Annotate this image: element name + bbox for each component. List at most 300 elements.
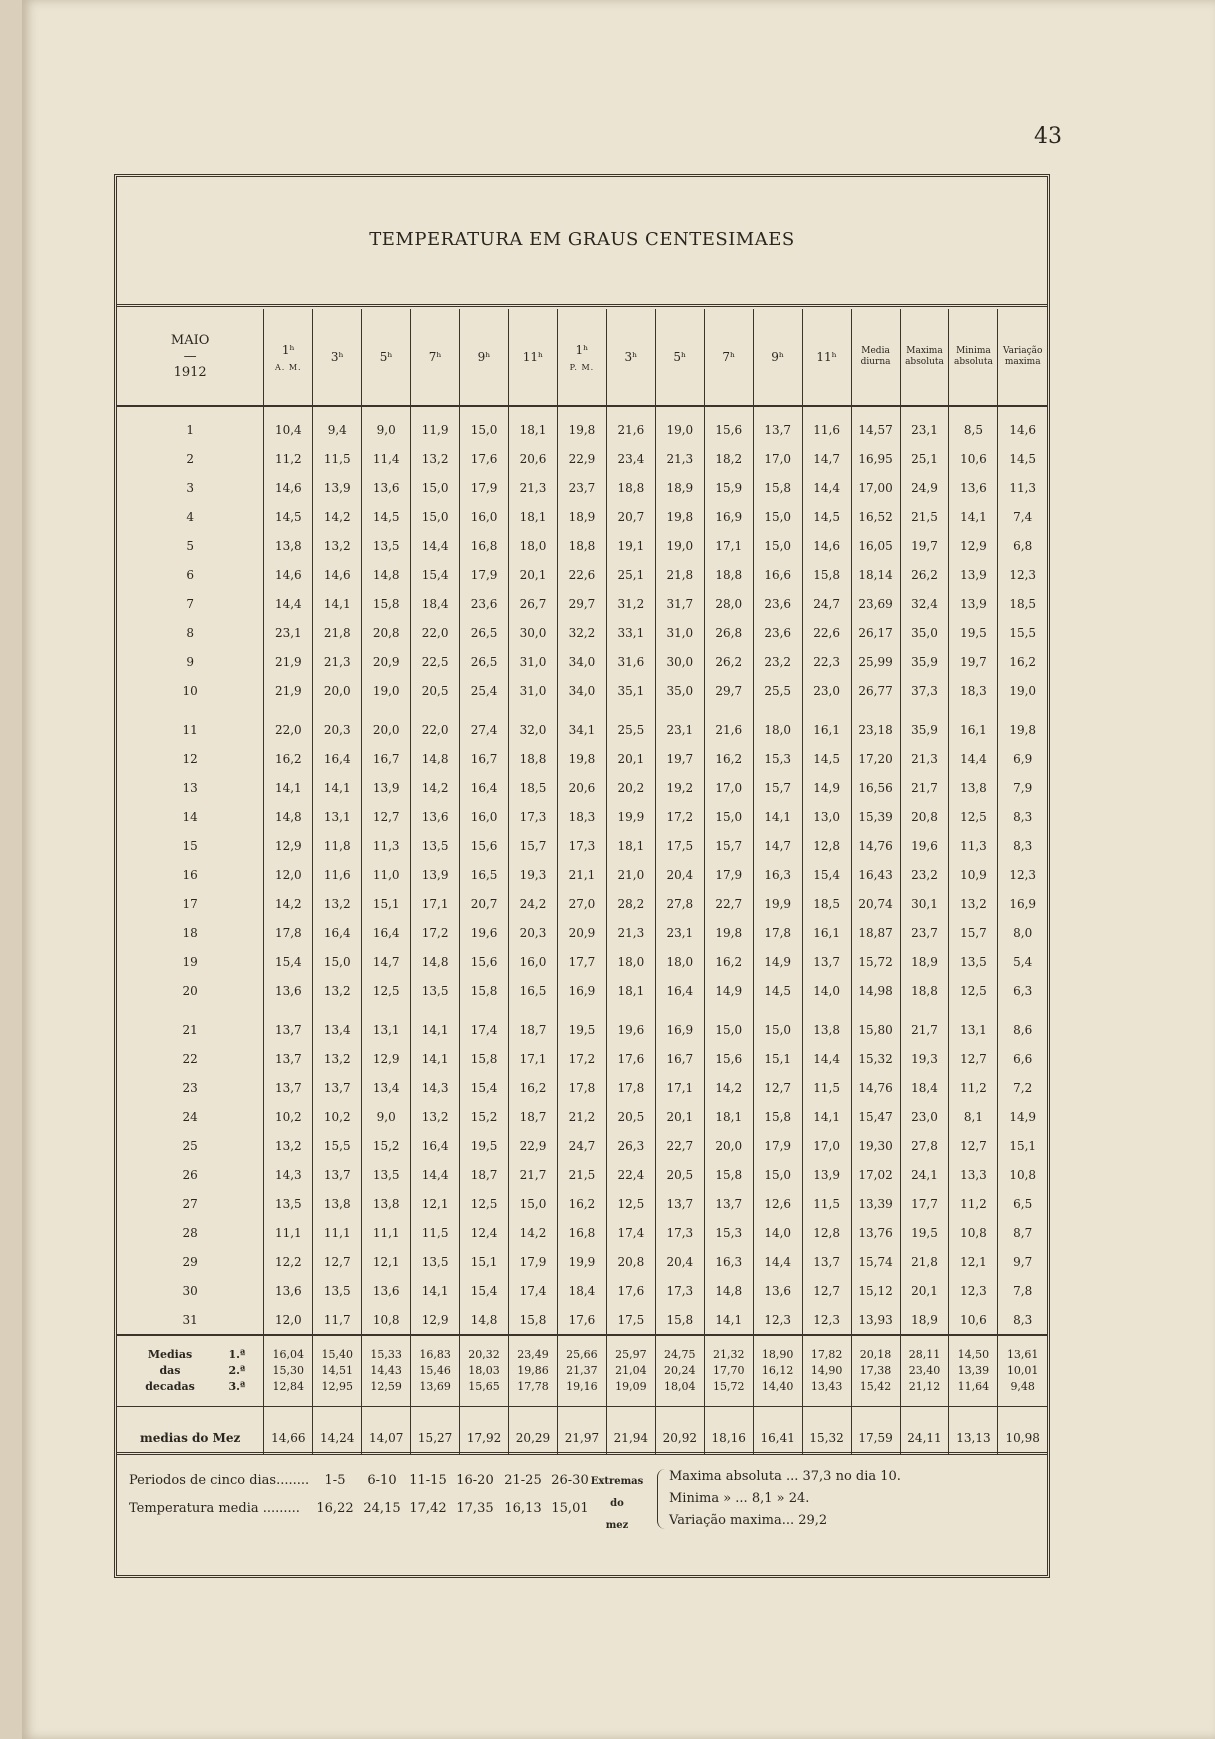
value-cell: 15,0: [411, 473, 460, 502]
value-cell: 20,4: [655, 1247, 704, 1276]
value-cell: 25,1: [900, 444, 949, 473]
value-cell: 14,5: [753, 976, 802, 1005]
value-cell: 15,4: [411, 560, 460, 589]
value-cell: 15,46: [411, 1362, 460, 1378]
value-cell: 23,0: [802, 676, 851, 705]
value-cell: 14,7: [362, 947, 411, 976]
value-cell: 13,6: [753, 1276, 802, 1305]
value-cell: 30,0: [655, 647, 704, 676]
value-cell: 15,0: [753, 531, 802, 560]
value-cell: 14,6: [264, 473, 313, 502]
value-cell: 19,9: [753, 889, 802, 918]
value-cell: 18,9: [900, 1305, 949, 1335]
decada-label: [117, 1378, 264, 1407]
hour-label: 5ʰ: [673, 350, 687, 364]
value-cell: 15,8: [460, 1044, 509, 1073]
value-cell: 18,9: [655, 473, 704, 502]
value-cell: 17,0: [802, 1131, 851, 1160]
value-cell: 13,6: [411, 802, 460, 831]
value-cell: 15,8: [509, 1305, 558, 1335]
value-cell: 18,14: [851, 560, 900, 589]
value-cell: 12,7: [362, 802, 411, 831]
table-row: [117, 618, 1047, 647]
table-row: [117, 1102, 1047, 1131]
value-cell: 14,40: [753, 1378, 802, 1407]
value-cell: 17,8: [606, 1073, 655, 1102]
value-cell: 20,29: [509, 1407, 558, 1456]
value-cell: 11,3: [998, 473, 1047, 502]
value-cell: 20,8: [606, 1247, 655, 1276]
value-cell: 19,0: [998, 676, 1047, 705]
value-cell: 15,6: [460, 947, 509, 976]
value-cell: 16,56: [851, 773, 900, 802]
value-cell: 26,7: [509, 589, 558, 618]
day-cell: 23: [182, 1080, 198, 1095]
value-cell: 14,7: [802, 444, 851, 473]
value-cell: 16,4: [655, 976, 704, 1005]
value-cell: 19,3: [900, 1044, 949, 1073]
value-cell: 27,8: [655, 889, 704, 918]
table-row: [117, 502, 1047, 531]
value-cell: 19,9: [557, 1247, 606, 1276]
value-cell: 10,9: [949, 860, 998, 889]
value-cell: 8,6: [998, 1005, 1047, 1044]
value-cell: 9,7: [998, 1247, 1047, 1276]
value-cell: 31,6: [606, 647, 655, 676]
value-cell: 20,5: [411, 676, 460, 705]
hour-period: P. M.: [569, 362, 595, 372]
table-body: [117, 406, 1047, 1455]
value-cell: 16,1: [949, 705, 998, 744]
hour-period: A. M.: [274, 362, 302, 372]
value-cell: 32,0: [509, 705, 558, 744]
value-cell: 19,09: [606, 1378, 655, 1407]
value-cell: 16,9: [998, 889, 1047, 918]
value-cell: 16,7: [655, 1044, 704, 1073]
value-cell: 20,18: [851, 1335, 900, 1362]
value-cell: 13,69: [411, 1378, 460, 1407]
value-cell: 19,5: [949, 618, 998, 647]
value-cell: 13,43: [802, 1378, 851, 1407]
day-cell: 18: [182, 925, 198, 940]
value-cell: 13,2: [313, 889, 362, 918]
value-cell: 9,4: [313, 406, 362, 444]
value-cell: 15,42: [851, 1378, 900, 1407]
value-cell: 15,0: [753, 1005, 802, 1044]
value-cell: 29,7: [704, 676, 753, 705]
value-cell: 14,50: [949, 1335, 998, 1362]
medias-mez-label: medias do Mez: [117, 1407, 264, 1456]
value-cell: 18,1: [704, 1102, 753, 1131]
value-cell: 17,8: [557, 1073, 606, 1102]
value-cell: 13,2: [411, 1102, 460, 1131]
hour-label: 3ʰ: [624, 350, 638, 364]
value-cell: 13,5: [411, 1247, 460, 1276]
value-cell: 33,1: [606, 618, 655, 647]
value-cell: 15,8: [362, 589, 411, 618]
value-cell: 13,2: [411, 444, 460, 473]
value-cell: 12,1: [411, 1189, 460, 1218]
hour-header: [313, 309, 362, 406]
value-cell: 21,04: [606, 1362, 655, 1378]
value-cell: 22,6: [802, 618, 851, 647]
value-cell: 16,3: [704, 1247, 753, 1276]
value-cell: 13,6: [362, 473, 411, 502]
value-cell: 20,0: [362, 705, 411, 744]
table-row: [117, 1073, 1047, 1102]
value-cell: 13,39: [851, 1189, 900, 1218]
value-cell: 15,6: [460, 831, 509, 860]
value-cell: 16,4: [313, 744, 362, 773]
value-cell: 14,2: [313, 502, 362, 531]
value-cell: 13,8: [362, 1189, 411, 1218]
value-cell: 19,5: [460, 1131, 509, 1160]
value-cell: 17,6: [460, 444, 509, 473]
hour-label: 1ʰ: [281, 342, 295, 357]
value-cell: 18,0: [753, 705, 802, 744]
decada-row: [117, 1378, 1047, 1407]
value-cell: 15,72: [851, 947, 900, 976]
day-cell: 1: [186, 422, 194, 437]
value-cell: 13,9: [802, 1160, 851, 1189]
value-cell: 13,2: [949, 889, 998, 918]
value-cell: 31,0: [655, 618, 704, 647]
value-cell: 16,2: [704, 744, 753, 773]
value-cell: 14,7: [753, 831, 802, 860]
value-cell: 14,4: [753, 1247, 802, 1276]
value-cell: 21,94: [606, 1407, 655, 1456]
table-row: [117, 976, 1047, 1005]
value-cell: 14,76: [851, 831, 900, 860]
value-cell: 17,20: [851, 744, 900, 773]
value-cell: 13,9: [313, 473, 362, 502]
value-cell: 12,3: [998, 860, 1047, 889]
value-cell: 12,7: [753, 1073, 802, 1102]
value-cell: 12,6: [753, 1189, 802, 1218]
value-cell: 13,8: [264, 531, 313, 560]
value-cell: 16,5: [509, 976, 558, 1005]
value-cell: 11,8: [313, 831, 362, 860]
value-cell: 15,4: [460, 1276, 509, 1305]
title-box: [117, 177, 1047, 307]
value-cell: 16,7: [362, 744, 411, 773]
value-cell: 13,1: [362, 1005, 411, 1044]
value-cell: 19,6: [460, 918, 509, 947]
value-cell: 18,16: [704, 1407, 753, 1456]
value-cell: 11,6: [313, 860, 362, 889]
value-cell: 11,2: [949, 1189, 998, 1218]
value-cell: 18,3: [949, 676, 998, 705]
value-cell: 23,49: [509, 1335, 558, 1362]
extremas-label-line: mez: [605, 1520, 629, 1531]
value-cell: 12,5: [606, 1189, 655, 1218]
value-cell: 11,6: [802, 406, 851, 444]
value-cell: 13,7: [753, 406, 802, 444]
value-cell: 21,3: [900, 744, 949, 773]
value-cell: 23,1: [655, 918, 704, 947]
table-row: [117, 1218, 1047, 1247]
value-cell: 14,6: [313, 560, 362, 589]
value-cell: 13,7: [264, 1005, 313, 1044]
value-cell: 16,4: [460, 773, 509, 802]
value-cell: 11,9: [411, 406, 460, 444]
hour-header: [753, 309, 802, 406]
value-cell: 18,8: [509, 744, 558, 773]
value-cell: 13,6: [264, 976, 313, 1005]
value-cell: 26,3: [606, 1131, 655, 1160]
table-row: [117, 947, 1047, 976]
value-cell: 21,8: [900, 1247, 949, 1276]
value-cell: 13,5: [362, 1160, 411, 1189]
value-cell: 15,0: [753, 502, 802, 531]
value-cell: 16,8: [460, 531, 509, 560]
value-cell: 15,1: [362, 889, 411, 918]
value-cell: 16,0: [460, 802, 509, 831]
value-cell: 11,5: [802, 1073, 851, 1102]
value-cell: 15,8: [704, 1160, 753, 1189]
value-cell: 12,1: [949, 1247, 998, 1276]
hour-header: [802, 309, 851, 406]
value-cell: 23,1: [900, 406, 949, 444]
value-cell: 14,43: [362, 1362, 411, 1378]
value-cell: 21,3: [606, 918, 655, 947]
value-cell: 17,70: [704, 1362, 753, 1378]
value-cell: 14,4: [411, 1160, 460, 1189]
value-cell: 10,8: [998, 1160, 1047, 1189]
value-cell: 15,4: [264, 947, 313, 976]
value-cell: 15,0: [411, 502, 460, 531]
value-cell: 31,0: [509, 676, 558, 705]
value-cell: 16,0: [509, 947, 558, 976]
value-cell: 15,39: [851, 802, 900, 831]
value-cell: 16,8: [557, 1218, 606, 1247]
table-row: [117, 444, 1047, 473]
value-cell: 12,7: [949, 1131, 998, 1160]
value-cell: 12,5: [949, 802, 998, 831]
value-cell: 26,8: [704, 618, 753, 647]
value-cell: 11,1: [313, 1218, 362, 1247]
value-cell: 13,7: [313, 1160, 362, 1189]
day-cell: 14: [182, 809, 198, 824]
value-cell: 21,9: [264, 647, 313, 676]
value-cell: 16,95: [851, 444, 900, 473]
value-cell: 17,9: [509, 1247, 558, 1276]
value-cell: 15,47: [851, 1102, 900, 1131]
value-cell: 12,7: [949, 1044, 998, 1073]
value-cell: 23,1: [655, 705, 704, 744]
value-cell: 14,9: [704, 976, 753, 1005]
extremas-label: [580, 1471, 654, 1537]
value-cell: 14,90: [802, 1362, 851, 1378]
value-cell: 20,5: [655, 1160, 704, 1189]
value-cell: 14,8: [362, 560, 411, 589]
month-year-header: [117, 309, 264, 406]
hour-label: 5ʰ: [379, 350, 393, 364]
value-cell: 18,8: [606, 473, 655, 502]
value-cell: 19,6: [606, 1005, 655, 1044]
value-cell: 11,2: [264, 444, 313, 473]
value-cell: 20,74: [851, 889, 900, 918]
value-cell: 21,6: [606, 406, 655, 444]
value-cell: 14,9: [802, 773, 851, 802]
value-cell: 11,5: [411, 1218, 460, 1247]
hour-label: 7ʰ: [428, 350, 442, 364]
value-cell: 18,1: [509, 502, 558, 531]
table-row: [117, 860, 1047, 889]
value-cell: 11,2: [949, 1073, 998, 1102]
value-cell: 20,8: [362, 618, 411, 647]
value-cell: 17,6: [606, 1276, 655, 1305]
value-cell: 26,2: [704, 647, 753, 676]
value-cell: 17,92: [460, 1407, 509, 1456]
value-cell: 14,1: [313, 773, 362, 802]
day-cell: 28: [182, 1225, 198, 1240]
day-cell: 12: [182, 751, 198, 766]
hour-header: [411, 309, 460, 406]
hour-label: 1ʰ: [575, 342, 589, 357]
value-cell: 15,4: [802, 860, 851, 889]
value-cell: 21,0: [606, 860, 655, 889]
value-cell: 15,0: [704, 1005, 753, 1044]
value-cell: 14,51: [313, 1362, 362, 1378]
value-cell: 15,3: [704, 1218, 753, 1247]
value-cell: 7,2: [998, 1073, 1047, 1102]
value-cell: 18,7: [460, 1160, 509, 1189]
value-cell: 10,6: [949, 444, 998, 473]
year-label: 1912: [173, 365, 207, 380]
periodo-value: 6-10: [367, 1473, 397, 1488]
value-cell: 16,52: [851, 502, 900, 531]
value-cell: 13,9: [949, 560, 998, 589]
extrema-minima: Minima » ... 8,1 » 24.: [669, 1491, 810, 1506]
value-cell: 20,8: [900, 802, 949, 831]
value-cell: 19,7: [900, 531, 949, 560]
value-cell: 8,0: [998, 918, 1047, 947]
value-cell: 17,9: [460, 473, 509, 502]
value-cell: 13,3: [949, 1160, 998, 1189]
value-cell: 19,86: [509, 1362, 558, 1378]
value-cell: 15,0: [753, 1160, 802, 1189]
value-cell: 17,2: [655, 802, 704, 831]
value-cell: 14,5: [802, 502, 851, 531]
value-cell: 8,3: [998, 802, 1047, 831]
value-cell: 21,7: [900, 1005, 949, 1044]
table-row: [117, 647, 1047, 676]
value-cell: 6,6: [998, 1044, 1047, 1073]
decada-label-text: decadas: [145, 1379, 195, 1393]
value-cell: 17,2: [557, 1044, 606, 1073]
value-cell: 12,9: [949, 531, 998, 560]
value-cell: 14,2: [704, 1073, 753, 1102]
value-cell: 12,5: [460, 1189, 509, 1218]
value-cell: 18,7: [509, 1102, 558, 1131]
hour-label: 9ʰ: [477, 350, 491, 364]
decada-label-text: das: [159, 1363, 181, 1377]
value-cell: 14,1: [753, 802, 802, 831]
value-cell: 17,82: [802, 1335, 851, 1362]
value-cell: 14,1: [264, 773, 313, 802]
value-cell: 19,8: [557, 744, 606, 773]
value-cell: 9,48: [998, 1378, 1047, 1407]
value-cell: 35,9: [900, 647, 949, 676]
value-cell: 16,4: [313, 918, 362, 947]
hour-label: 11ʰ: [816, 350, 837, 364]
temp-media-value: 15,01: [551, 1501, 589, 1516]
value-cell: 16,2: [998, 647, 1047, 676]
value-cell: 17,9: [753, 1131, 802, 1160]
value-cell: 19,8: [557, 406, 606, 444]
value-cell: 7,9: [998, 773, 1047, 802]
value-cell: 16,5: [460, 860, 509, 889]
value-cell: 31,7: [655, 589, 704, 618]
value-cell: 17,8: [264, 918, 313, 947]
value-cell: 13,8: [949, 773, 998, 802]
value-cell: 13,9: [411, 860, 460, 889]
value-cell: 14,8: [460, 1305, 509, 1335]
value-cell: 16,12: [753, 1362, 802, 1378]
table-frame: [114, 174, 1050, 1578]
value-cell: 14,2: [264, 889, 313, 918]
table-row: [117, 589, 1047, 618]
table-row: [117, 1131, 1047, 1160]
value-cell: 13,93: [851, 1305, 900, 1335]
value-cell: 15,72: [704, 1378, 753, 1407]
value-cell: 14,2: [509, 1218, 558, 1247]
value-cell: 14,1: [704, 1305, 753, 1335]
value-cell: 14,1: [313, 589, 362, 618]
value-cell: 25,97: [606, 1335, 655, 1362]
table-row: [117, 705, 1047, 744]
value-cell: 12,0: [264, 1305, 313, 1335]
value-cell: 18,8: [900, 976, 949, 1005]
value-cell: 14,4: [949, 744, 998, 773]
value-cell: 14,9: [998, 1102, 1047, 1131]
value-cell: 21,7: [509, 1160, 558, 1189]
value-cell: 13,5: [362, 531, 411, 560]
value-cell: 23,6: [753, 618, 802, 647]
value-cell: 13,0: [802, 802, 851, 831]
value-cell: 21,7: [900, 773, 949, 802]
stat-header: Minima absoluta: [949, 309, 998, 406]
day-cell: 8: [186, 625, 194, 640]
value-cell: 24,11: [900, 1407, 949, 1456]
value-cell: 15,8: [802, 560, 851, 589]
day-cell: 25: [182, 1138, 198, 1153]
value-cell: 26,17: [851, 618, 900, 647]
value-cell: 13,6: [949, 473, 998, 502]
value-cell: 17,78: [509, 1378, 558, 1407]
value-cell: 23,7: [557, 473, 606, 502]
table-row: [117, 560, 1047, 589]
value-cell: 13,76: [851, 1218, 900, 1247]
value-cell: 25,1: [606, 560, 655, 589]
value-cell: 17,6: [606, 1044, 655, 1073]
value-cell: 16,9: [557, 976, 606, 1005]
table-row: [117, 918, 1047, 947]
value-cell: 11,0: [362, 860, 411, 889]
value-cell: 13,9: [949, 589, 998, 618]
value-cell: 34,1: [557, 705, 606, 744]
day-cell: 7: [186, 596, 194, 611]
value-cell: 12,0: [264, 860, 313, 889]
value-cell: 17,00: [851, 473, 900, 502]
day-cell: 22: [182, 1051, 198, 1066]
value-cell: 17,1: [509, 1044, 558, 1073]
periodo-value: 1-5: [324, 1473, 346, 1488]
value-cell: 11,5: [313, 444, 362, 473]
value-cell: 13,4: [313, 1005, 362, 1044]
value-cell: 23,2: [753, 647, 802, 676]
